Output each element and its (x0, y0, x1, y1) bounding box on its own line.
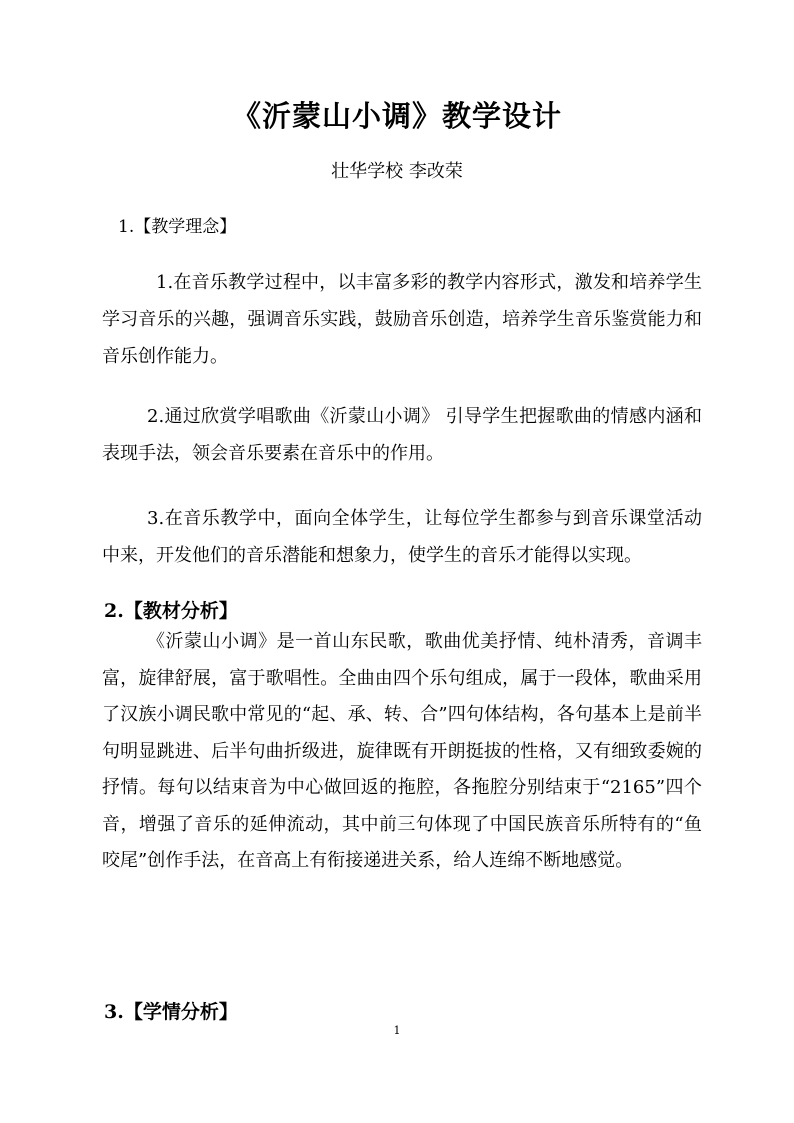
page-number: 1 (393, 1024, 401, 1037)
paragraph: 《沂蒙山小调》是一首山东民歌，歌曲优美抒情、纯朴清秀，音调丰富，旋律舒展，富于歌唱性。全曲由四个乐句组成，属于一段体，歌曲采用了汉族小调民歌中常见的“起、承、转、合”四句体结构，各句基本上是前半句明显跳进、后半句曲折级进，旋律既有开朗挺拔的性格，又有细致委婉的抒情。每句以结束音为中心做回返的拖腔，各拖腔分别结束于“2165”四个音，增强了音乐的延伸流动，其中前三句体现了中国民族音乐所特有的“鱼咬尾”创作手法，在音高上有衔接递进关系，给人连绵不断地感觉。 (102, 631, 702, 871)
author-line: 壮华学校 李改荣 (331, 161, 463, 182)
paragraph: 3.在音乐教学中，面向全体学生，让每位学生都参与到音乐课堂活动中来，开发他们的音乐潜能和想象力，使学生的音乐才能得以实现。 (102, 508, 702, 566)
section-heading-teaching-philosophy: 1.【教学理念】 (118, 217, 237, 237)
section-heading-student-analysis: 3.【学情分析】 (104, 1001, 238, 1023)
document-title: 《沂蒙山小调》教学设计 (231, 99, 562, 133)
paragraph: 1.在音乐教学过程中，以丰富多彩的教学内容形式，激发和培养学生学习音乐的兴趣，强调音乐实践，鼓励音乐创造，培养学生音乐鉴赏能力和音乐创作能力。 (102, 272, 702, 367)
section-heading-material-analysis: 2.【教材分析】 (104, 600, 238, 622)
paragraph: 2.通过欣赏学唱歌曲《沂蒙山小调》 引导学生把握歌曲的情感内涵和表现手法，领会音乐要素在音乐中的作用。 (102, 406, 702, 464)
